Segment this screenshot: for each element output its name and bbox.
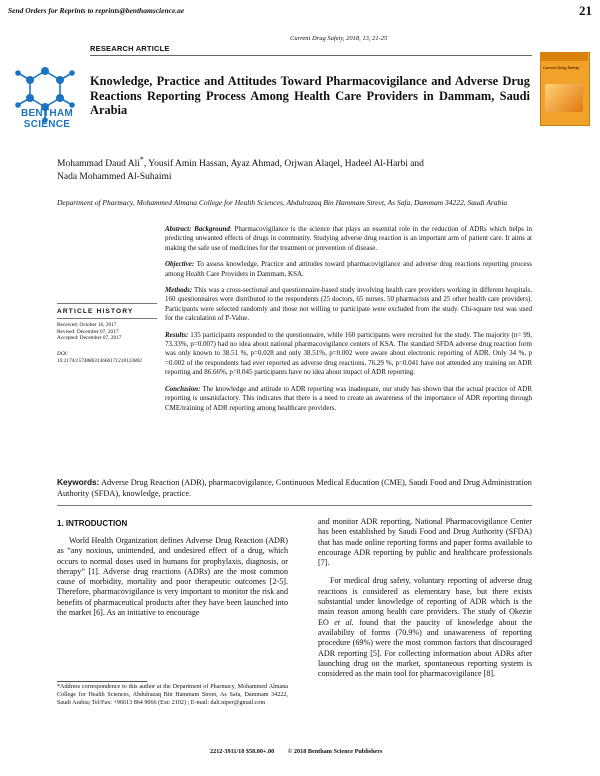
section-label: RESEARCH ARTICLE (90, 44, 170, 53)
accepted-date: Accepted: December 07, 2017 (57, 335, 122, 342)
para2-text-b: found that the paucity of knowledge about the availability of forms (70.9%) and unawareness of reporting procedure (69%) were the most common factors that discouraged ADR reporting [5]. For collecting information about ADRs after launching drug on the market, spontaneous reporting system is considered as the main tool for pharmacovigilance [8]. (318, 617, 533, 679)
intro-paragraph-2 (318, 576, 532, 679)
correspondence-footnote: *Address correspondence to this author at the Department of Pharmacy, Mohammed Almana College for Health Sciences, Abdulrazaq Bin Hammam Street, As Safa, Dammam 34222, Saudi Arabia; Tel/Fax: +96613 864 9066 (Ext: 2102) ; E-mail: dali.niper@gmail.com (57, 684, 288, 706)
doi-block (57, 351, 169, 364)
article-dates (57, 322, 121, 342)
section-divider (90, 55, 532, 56)
keywords-divider (57, 505, 532, 506)
results-label: Results: (165, 330, 189, 339)
article-history-title: ARTICLE HISTORY (57, 308, 134, 315)
results-text: 135 participants responded to the questionnaire, while 160 participants were recruited for the study. The majority (n= 99, 73.33%, p=0.007) had no idea about national pharmacovigilance centers of KSA. The standard SFDA adverse drug reaction form was only known to 38.51 %, p=0.028 and only 38.51%, p=0.002 were aware about electronic reporting of ADR. Only 34 %, p =0.002 of the respondents had ever reported an adverse drug reactions, 76.29 %, p=0.041 have not attended any training on ADR reporting and 86.66%, p=0.045 participants have no idea about impact of ADR reporting. (165, 330, 532, 377)
intro-paragraph-continued: and monitor ADR reporting, National Pharmacovigilance Center has been established by Saudi Food and Drug Authority (SFDA) that has made online reporting forms and paper forms available to encourage ADR reporting by public and healthcare professionals [7]. (318, 517, 532, 568)
abstract-methods (165, 286, 532, 324)
intro-paragraph-1: World Health Organization defines Adverse Drug Reaction (ADR) as “any noxious, unintended, and undesired effect of a drug, which occurs to normal doses used in humans for prophylaxis, diagnosis, or therapy” [1]. Adverse drug reactions (ADRs) are the most common cause of morbidity, mortality and poor therapeutic outcomes [2-5]. Therefore, pharmacovigilance is very important to monitor the risk and benefits of pharmaceutical products after they have been launched into the market [6]. As an initiative to encourage (57, 536, 288, 618)
abstract-conclusion (165, 385, 532, 413)
co-authors-line-1: , Yousif Amin Hassan, Ayaz Ahmad, Orjwan Alaqel, Hadeel Al-Harbi and (143, 159, 424, 170)
first-author: Mohammad Daud Ali (57, 159, 140, 170)
abstract-label: Abstract: (165, 225, 192, 233)
publisher-logo-text (10, 108, 84, 130)
journal-cover-title: Current Drug Safety (543, 66, 580, 70)
history-divider-top (57, 303, 157, 304)
logo-line-2: SCIENCE (23, 119, 71, 130)
journal-reference: Current Drug Safety, 2018, 13, 21-25 (290, 35, 388, 42)
footnote-divider (57, 681, 147, 682)
methods-label: Methods: (165, 286, 193, 295)
page-footer (210, 748, 382, 755)
doi-link[interactable]: 10.2174/1574886313666171218123802 (57, 357, 142, 364)
co-authors-line-2: Nada Mohammed Al-Suhaimi (57, 172, 172, 183)
page-number: 21 (579, 3, 592, 18)
author-list (57, 153, 527, 184)
abstract (165, 225, 532, 420)
logo-line-1: BENTHAM (20, 108, 74, 119)
objective-label: Objective: (165, 260, 195, 269)
keywords-label: Keywords: (57, 477, 100, 487)
objective-text: To assess knowledge, Practice and attitudes toward pharmacovigilance and adverse drug reactions reporting process among Health Care Providers in Dammam, KSA. (165, 260, 532, 278)
reprints-notice: Send Orders for Reprints to reprints@benthamscience.ae (8, 6, 185, 15)
doi-label: DOI: (57, 351, 69, 357)
corresponding-mark: * (139, 155, 144, 164)
revised-date: Revised: December 07, 2017 (57, 328, 119, 335)
conclusion-text: The knowledge and attitude to ADR reporting was inadequate, our study has shown that the actual practice of ADR reporting is unsatisfactory. This indicates that there is a need to create an awareness of the importance of ADR reporting through CME/training of ADR reporting among healthcare providers. (165, 384, 532, 412)
conclusion-label: Conclusion: (165, 384, 201, 393)
section-heading-introduction: 1. INTRODUCTION (57, 519, 128, 528)
background-label: Background (194, 225, 230, 233)
body-column-right (318, 517, 532, 679)
abstract-objective (165, 260, 532, 279)
methods-text: This was a cross-sectional and questionnaire-based study involving health care providers working in different hospitals. 160 questionnaires were distributed to the respondents (25 doctors, 65 nurses, 50 pharmacists and 25 other health care providers). Participants were selected randomly and those not willing to participate were excluded from the study. Chi-square test was used for the calculation of P-Value. (165, 286, 532, 323)
abstract-results (165, 331, 532, 378)
abstract-background (165, 225, 532, 253)
received-date: Received: October 16, 2017 (57, 322, 117, 328)
journal-cover-strip (540, 52, 588, 61)
issn-price: 2212-3911/18 $58.00+.00 (210, 748, 275, 755)
journal-cover-art (545, 84, 583, 112)
keywords-text: Adverse Drug Reaction (ADR), pharmacovigilance, Continuous Medical Education (CME), Saudi Food and Drug Administration Authority (SFDA), knowledge, practice. (57, 478, 532, 499)
background-text: : Pharmacovigilance is the science that plays an essential role in the reduction of ADRs which helps in predicting unwanted effects of drugs in community. Studying adverse drug reaction is an important arm of patient care. It aims at making the safe use of medicines for the treatment or prevention of disease. (165, 225, 532, 252)
keywords (57, 477, 532, 499)
body-column-left (57, 536, 288, 618)
para2-text-a: For medical drug safety, voluntary reporting of adverse drug reactions is considered as elementary base, but there exists substantial under knowledge of reporting of ADR which is the main reason among health care providers. The study of Okezie EO (318, 576, 532, 627)
history-divider-bottom (57, 318, 157, 319)
para2-etal: et al. (334, 617, 354, 627)
article-title: Knowledge, Practice and Attitudes Toward Pharmacovigilance and Adverse Drug Reactions Reporting Process Among Health Care Providers in Dammam, Saudi Arabia (90, 74, 530, 117)
affiliation: Department of Pharmacy, Mohammed Almana College for Health Sciences, Abdulrazaq Bin Hammam Street, As Safa, Dammam 34222, Saudi Arabia (57, 198, 508, 207)
copyright: © 2018 Bentham Science Publishers (287, 748, 383, 755)
